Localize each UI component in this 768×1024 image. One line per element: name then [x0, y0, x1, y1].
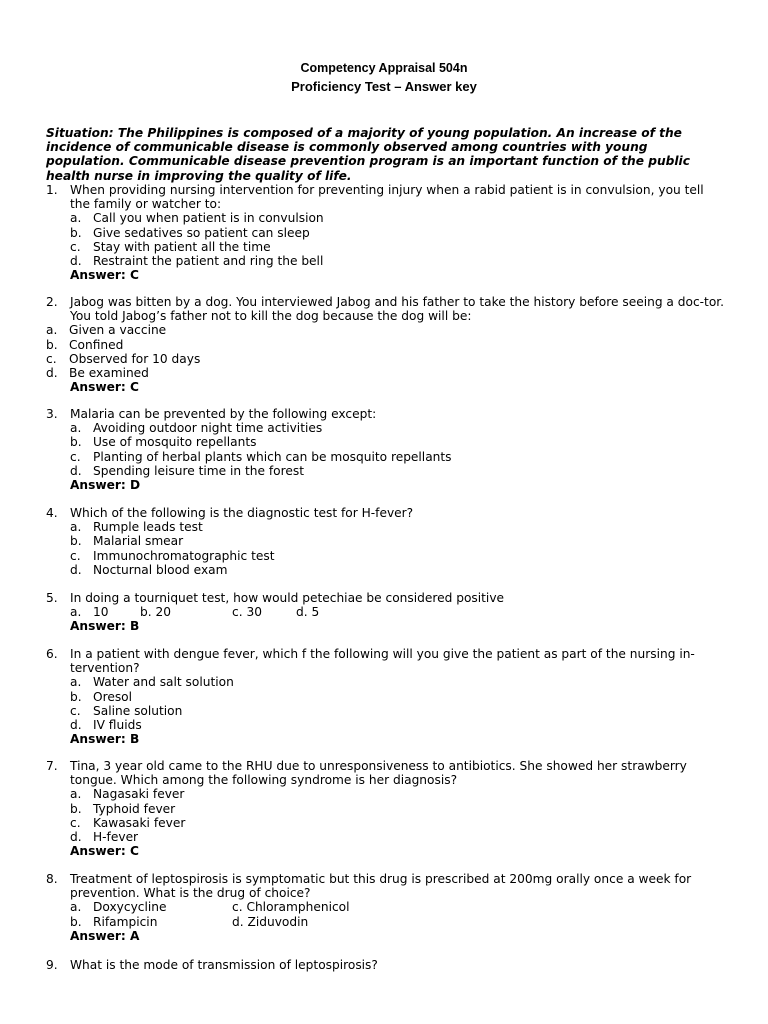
answer: Answer: A	[70, 928, 140, 943]
option-c: c. Immunochromatographic test	[70, 548, 275, 563]
question-number: 3.	[46, 407, 58, 421]
option-d: d. Ziduvodin	[232, 914, 309, 929]
option-b: b. Malarial smear	[70, 534, 184, 549]
document-subtitle: Proficiency Test – Answer key	[291, 79, 477, 94]
question-text: When providing nursing intervention for preventing injury when a rabid patient is in convulsion, you tell the family or watcher to:	[70, 183, 704, 212]
answer: Answer: C	[70, 380, 139, 395]
answer: Answer: B	[70, 732, 140, 747]
option-c: c. Kawasaki fever	[70, 815, 186, 830]
option-a: a. Rumple leads test	[70, 520, 203, 535]
question-number: 4.	[46, 506, 58, 520]
question-number: 5.	[46, 591, 58, 605]
answer: Answer: D	[70, 478, 141, 493]
answer: Answer: C	[70, 844, 139, 859]
options-row	[46, 900, 726, 914]
question-text: What is the mode of transmission of leptospirosis?	[70, 958, 378, 972]
question-number: 2.	[46, 295, 58, 309]
option-c: c. Observed for 10 days	[46, 351, 201, 366]
option-d: d. Spending leisure time in the forest	[70, 463, 304, 478]
option-b: b. 20	[140, 605, 172, 620]
question-text: Tina, 3 year old came to the RHU due to unresponsiveness to antibiotics. She showed her strawberry tongue. Which among the following syndrome is her diagnosis?	[70, 759, 687, 788]
option-a: a. 10	[70, 605, 109, 620]
question-text: Malaria can be prevented by the following except:	[70, 407, 377, 421]
option-a: a. Avoiding outdoor night time activities	[70, 421, 323, 436]
question-5	[46, 591, 726, 634]
question-6	[46, 647, 726, 746]
question-3	[46, 407, 726, 492]
question-1	[46, 183, 726, 282]
option-a: a. Call you when patient is in convulsion	[70, 211, 324, 226]
question-text: In a patient with dengue fever, which f the following will you give the patient as part of the nursing in-tervention?	[70, 647, 695, 676]
question-text: In doing a tourniquet test, how would petechiae be considered positive	[70, 591, 505, 605]
option-b: b. Oresol	[70, 689, 133, 704]
option-d: d. Nocturnal blood exam	[70, 562, 228, 577]
question-7	[46, 759, 726, 858]
question-number: 9.	[46, 958, 58, 972]
question-4	[46, 506, 726, 577]
options-row	[46, 915, 726, 929]
option-d: d. 5	[296, 605, 320, 620]
option-d: d. IV fluids	[70, 718, 142, 733]
answer: Answer: B	[70, 619, 140, 634]
option-b: b. Confined	[46, 337, 124, 352]
option-c: c. Stay with patient all the time	[70, 239, 271, 254]
question-number: 6.	[46, 647, 58, 661]
answer: Answer: C	[70, 268, 139, 283]
option-c: c. Chloramphenicol	[232, 900, 350, 915]
option-c: c. 30	[232, 605, 262, 620]
option-d: d. H-fever	[70, 830, 139, 845]
question-2	[46, 295, 726, 394]
question-number: 7.	[46, 759, 58, 773]
option-b: b. Rifampicin	[70, 914, 158, 929]
option-d: d. Be examined	[46, 366, 149, 381]
option-b: b. Give sedatives so patient can sleep	[70, 225, 310, 240]
question-text: Which of the following is the diagnostic test for H-fever?	[70, 506, 414, 520]
question-8	[46, 872, 726, 943]
option-a: a. Water and salt solution	[70, 675, 234, 690]
question-number: 1.	[46, 183, 58, 197]
option-c: c. Planting of herbal plants which can be mosquito repellants	[70, 449, 452, 464]
option-a: a. Nagasaki fever	[70, 787, 185, 802]
option-d: d. Restraint the patient and ring the bell	[70, 254, 324, 269]
document-title: Competency Appraisal 504n	[300, 61, 468, 75]
question-text: Jabog was bitten by a dog. You interviewed Jabog and his father to take the history before seeing a doc-tor. You told Jabog’s father not to kill the dog because the dog will be:	[70, 295, 725, 324]
option-a: a. Given a vaccine	[46, 323, 167, 338]
question-9	[46, 958, 726, 972]
question-text: Treatment of leptospirosis is symptomatic but this drug is prescribed at 200mg orally once a week for prevention. What is the drug of choice?	[70, 872, 692, 901]
options-row	[46, 605, 726, 619]
option-b: b. Typhoid fever	[70, 801, 176, 816]
option-b: b. Use of mosquito repellants	[70, 435, 257, 450]
option-a: a. Doxycycline	[70, 900, 167, 915]
question-number: 8.	[46, 872, 58, 886]
situation-paragraph: Situation: The Philippines is composed of a majority of young population. An increase of the incidence of communicable disease is commonly observed among countries with young population. Communicable disease prevention program is an important function of the public health nurse in improving the quality of life.	[46, 126, 690, 183]
option-c: c. Saline solution	[70, 703, 183, 718]
